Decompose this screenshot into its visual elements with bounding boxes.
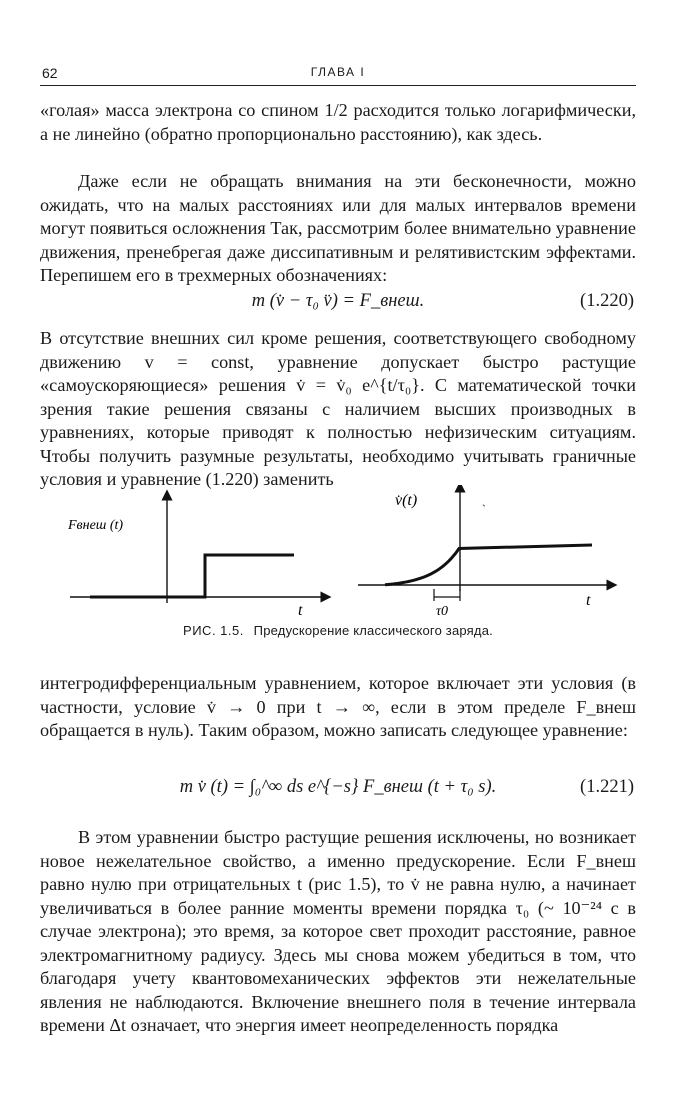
- tau-label: τ0: [436, 604, 449, 619]
- caption-text: Предускорение классического заряда.: [253, 623, 493, 638]
- stray-mark: ˋ: [482, 502, 486, 516]
- equation-1-220-number: (1.220): [580, 291, 634, 311]
- equation-1-221-number: (1.221): [580, 777, 634, 797]
- paragraph-5: [40, 826, 636, 1038]
- paragraph-2-text: Даже если не обращать внимания на эти бесконечности, можно ожидать, что на малых расстояниях или для малых интервалов времени могут появиться осложнения Так, рассмотрим более внимательно уравнение движения, пренебрегая даже диссипативным и релятивистским эффектами. Перепишем его в трехмерных обозначениях:: [40, 171, 636, 285]
- right-x-label: t: [586, 592, 591, 609]
- paragraph-4: [40, 672, 636, 743]
- page-number: 62: [42, 65, 58, 81]
- paragraph-4-text: интегродифференциальным уравнением, которое включает эти условия (в частности, условие v̇ → 0 при t → ∞, если в этом пределе F_внеш обращается в нуль). Таким образом, можно записать следующее уравнение:: [40, 673, 636, 740]
- paragraph-5-text: В этом уравнении быстро растущие решения исключены, но возникает новое нежелательное свойство, а именно предускорение. Если F_внеш равно нулю при отрицательных t (рис 1.5), то v̇ не равна нулю, а начинает увеличиваться в более ранние моменты времени порядка τ₀ (~ 10⁻²⁴ с в случае электрона); это время, за которое свет проходит расстояние, равное электромагнитному радиусу. Здесь мы снова можем убедиться в том, что благодаря учету квантовомеханических эффектов эти нежелательные явления не наблюдаются. Включение внешнего поля в течение интервала времени Δt означает, что энергия имеет неопределенность порядка: [40, 827, 636, 1035]
- paragraph-1: [40, 99, 636, 146]
- figure-plots: [40, 485, 636, 625]
- paragraph-3-text: В отсутствие внешних сил кроме решения, соответствующего свободному движению v = const, уравнение допускает быстро растущие «самоускоряющиеся» решения v̇ = v̇₀ e^{t/τ₀}. С математической точки зрения такие решения связаны с наличием высших производных в уравнениях, которые приводят к полностью нефизическим ситуациям. Чтобы получить разумные результаты, необходимо учитывать граничные условия и уравнение (1.220) заменить: [40, 328, 636, 489]
- caption-label: РИС. 1.5.: [183, 623, 244, 638]
- chapter-title: ГЛАВА I: [310, 65, 366, 79]
- running-header: [40, 61, 636, 86]
- left-step-curve: [90, 555, 294, 597]
- left-y-label: Fвнеш (t): [68, 518, 124, 533]
- tau-bracket: [434, 589, 460, 601]
- equation-1-220-body: m (v̇ − τ₀ v̈) = F_внеш.: [251, 291, 425, 311]
- equation-1-220: [40, 289, 636, 319]
- right-y-label: v̇(t): [395, 492, 418, 509]
- paragraph-2: [40, 170, 636, 288]
- paragraph-1-text: «голая» масса электрона со спином 1/2 расходится только логарифмически, а не линейно (обратно пропорционально расстоянию), как здесь.: [40, 100, 636, 144]
- right-preacceleration-curve: [385, 545, 592, 585]
- equation-1-221-body: m v̇ (t) = ∫₀^∞ ds e^{−s} F_внеш (t + τ₀ s).: [179, 777, 497, 797]
- paragraph-3: [40, 327, 636, 492]
- equation-1-221: [40, 775, 636, 805]
- figure-caption: [40, 623, 636, 638]
- left-x-label: t: [298, 602, 303, 619]
